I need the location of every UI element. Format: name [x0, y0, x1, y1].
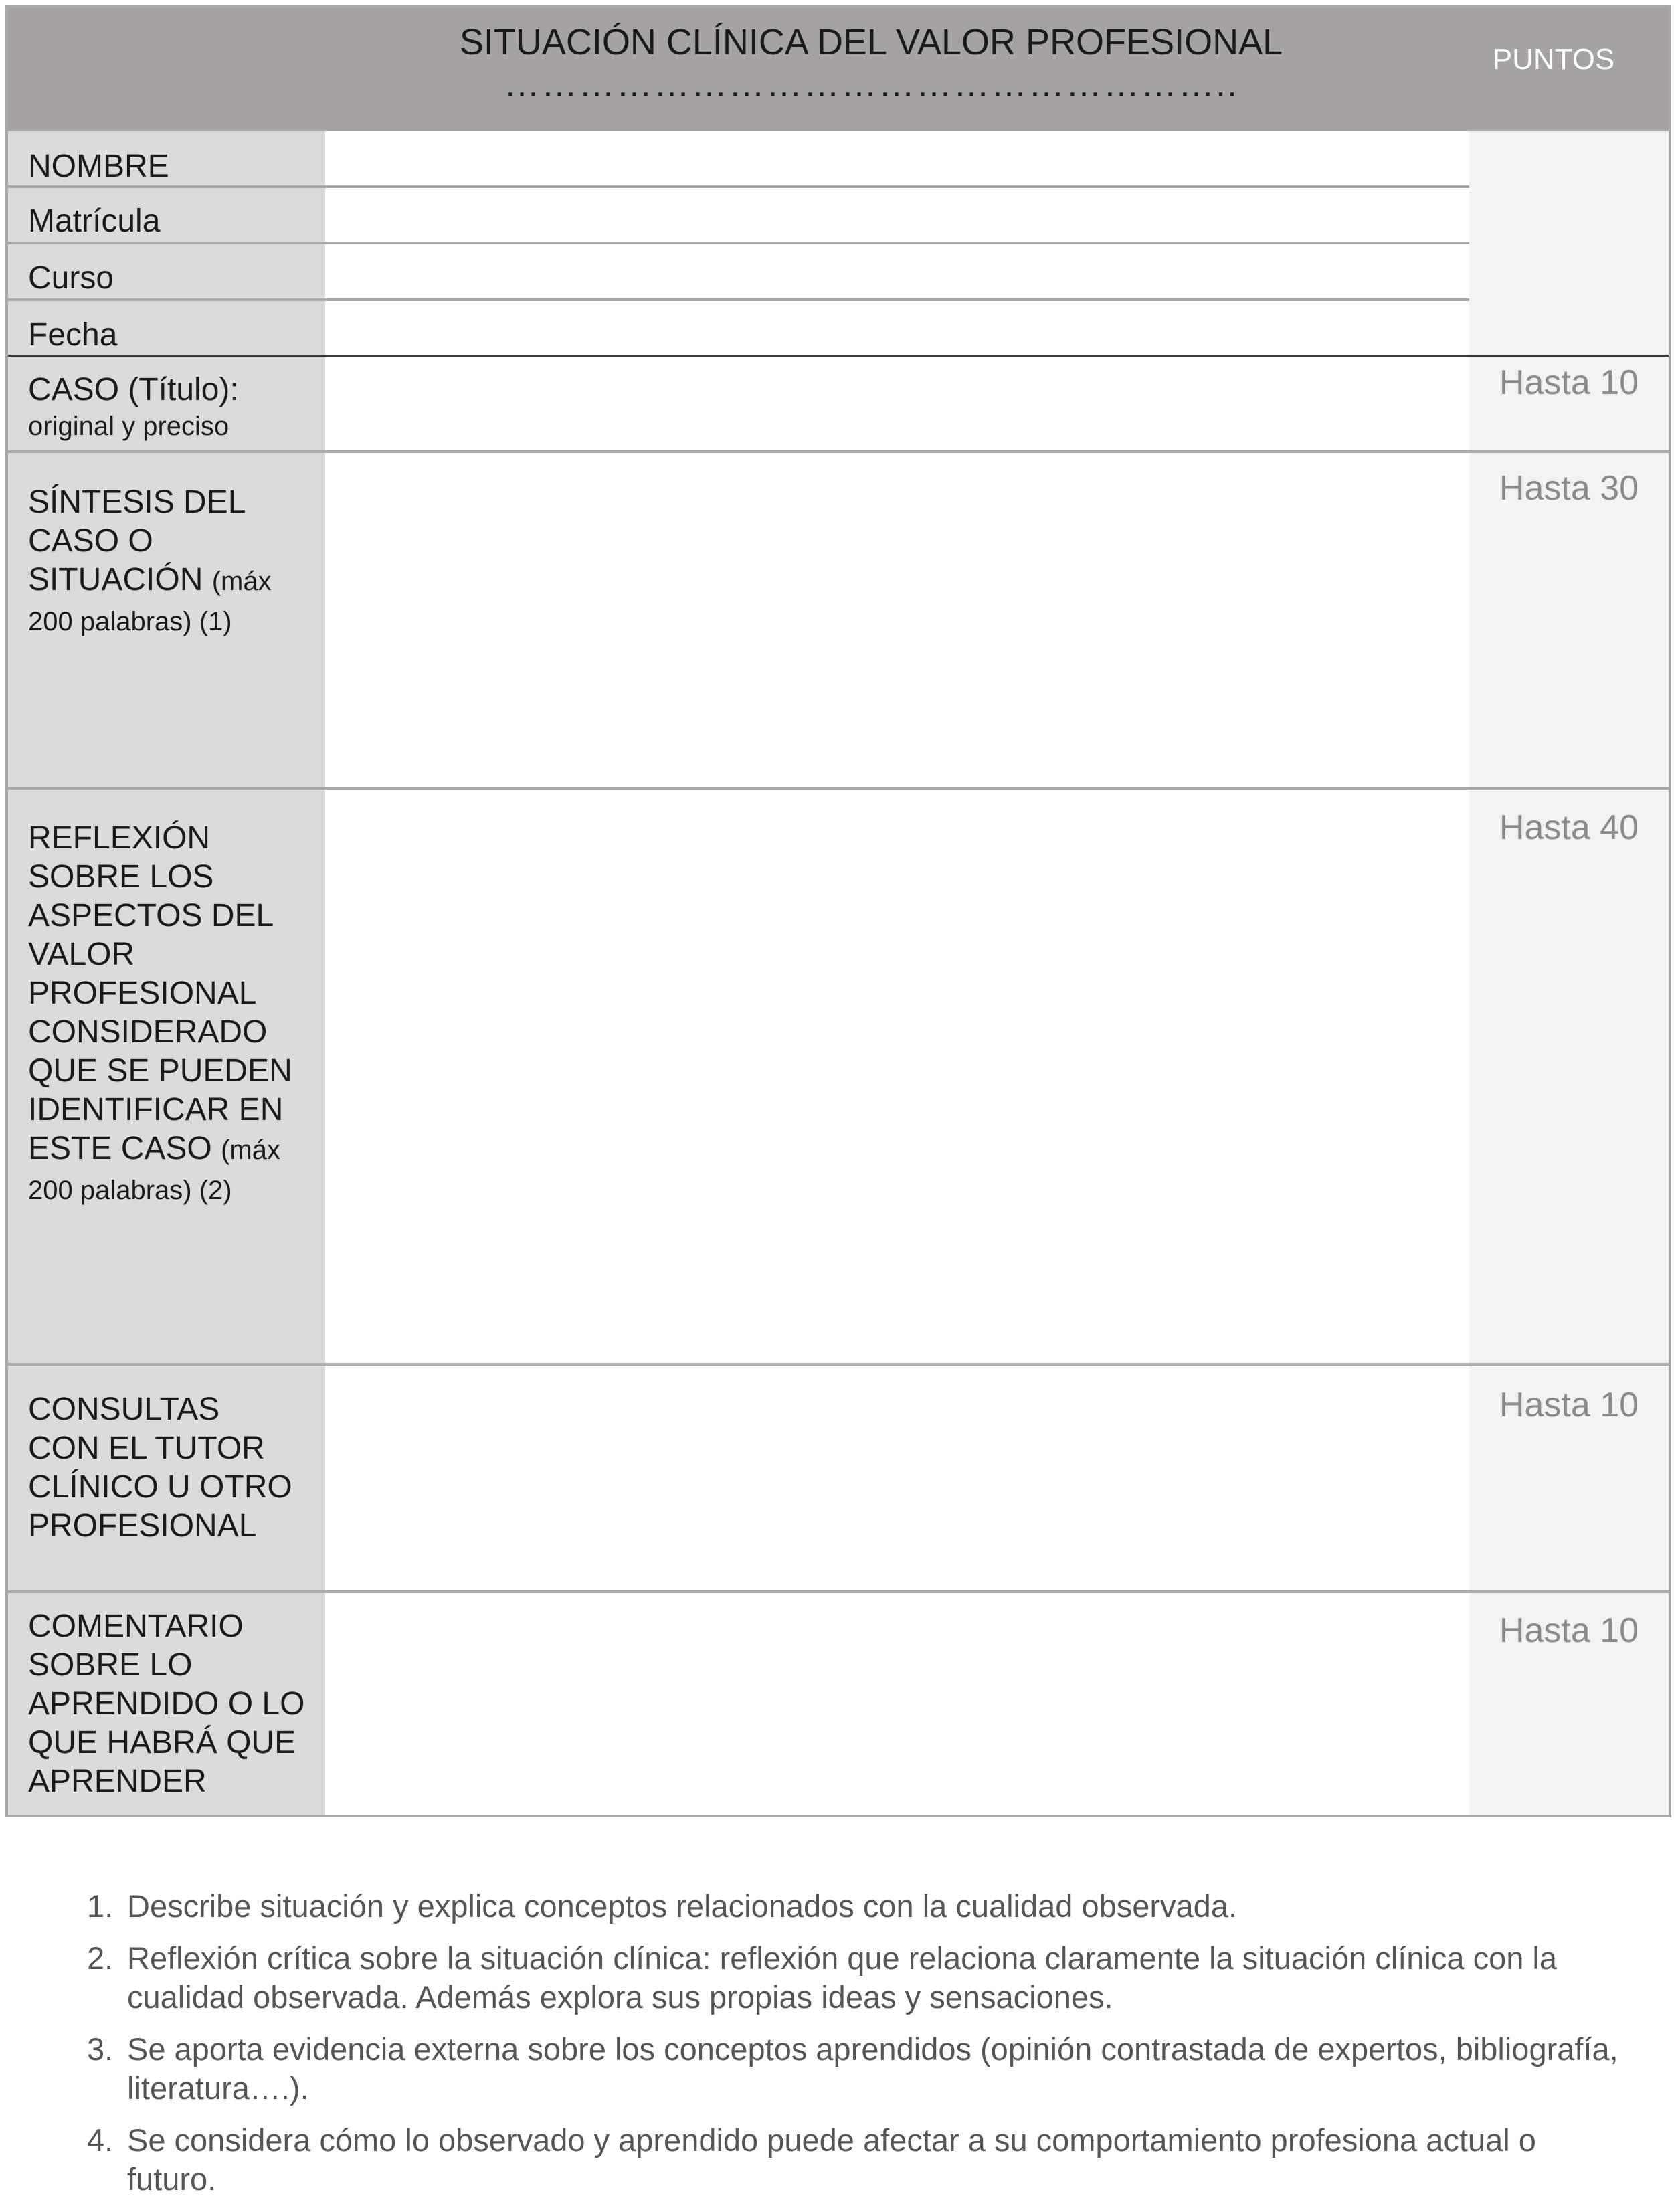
row-divider — [8, 1363, 1669, 1366]
points-consultas: Hasta 10 — [1499, 1386, 1639, 1424]
label-comentario: COMENTARIO SOBRE LO APRENDIDO O LO QUE HABRÁ QUE APRENDER — [28, 1608, 305, 1799]
row-divider — [8, 450, 1669, 453]
caso-subtitle: original y preciso — [28, 411, 229, 441]
caso-title: CASO (Título): — [28, 372, 239, 407]
reflexion-note: (máx 200 palabras) (2) — [28, 1135, 280, 1205]
sintesis-note: (máx 200 palabras) (1) — [28, 567, 272, 636]
title-fill-dots: ………………………………………………….. — [503, 64, 1238, 104]
reflexion-main: REFLEXIÓN SOBRE LOS ASPECTOS DEL VALOR PROFESIONAL CONSIDERADO QUE SE PUEDEN IDENTIFICAR EN ESTE CASO — [28, 820, 292, 1166]
row-divider — [8, 1590, 1669, 1593]
points-reflexion: Hasta 40 — [1499, 808, 1639, 847]
row-divider — [8, 787, 1669, 790]
points-header: PUNTOS — [1492, 43, 1615, 76]
label-reflexion — [28, 819, 312, 1210]
points-comentario: Hasta 10 — [1499, 1611, 1639, 1650]
clinical-situation-form — [5, 5, 1671, 1817]
form-title: SITUACIÓN CLÍNICA DEL VALOR PROFESIONAL — [459, 22, 1283, 62]
label-caso — [28, 371, 322, 443]
footnotes-list — [87, 1887, 1626, 2212]
label-curso: Curso — [28, 260, 114, 296]
points-caso: Hasta 10 — [1499, 363, 1639, 402]
form-header — [8, 8, 1669, 131]
label-matricula: Matrícula — [28, 203, 161, 239]
footnote-item: 3. Se aporta evidencia externa sobre los conceptos aprendidos (opinión contrastada de expertos, bibliografía, literatura….). — [87, 2031, 1618, 2106]
row-divider — [8, 242, 1469, 244]
label-fecha: Fecha — [28, 317, 118, 353]
points-sintesis: Hasta 30 — [1499, 469, 1639, 508]
row-divider — [8, 355, 1669, 357]
label-nombre: NOMBRE — [28, 149, 169, 184]
footnote-item: 1. Describe situación y explica conceptos relacionados con la cualidad observada. — [87, 1888, 1238, 1924]
footnote-item: 2. Reflexión crítica sobre la situación clínica: reflexión que relaciona claramente la situación clínica con la cualidad observada. Además explora sus propias ideas y sensaciones. — [87, 1940, 1557, 2015]
sintesis-main: SÍNTESIS DEL CASO O SITUACIÓN — [28, 484, 245, 597]
label-sintesis — [28, 483, 309, 641]
row-divider — [8, 298, 1469, 301]
label-consultas: CONSULTAS CON EL TUTOR CLÍNICO U OTRO PROFESIONAL — [28, 1392, 292, 1544]
footnote-item: 4. Se considera cómo lo observado y aprendido puede afectar a su comportamiento profesiona actual o futuro. — [87, 2122, 1536, 2197]
